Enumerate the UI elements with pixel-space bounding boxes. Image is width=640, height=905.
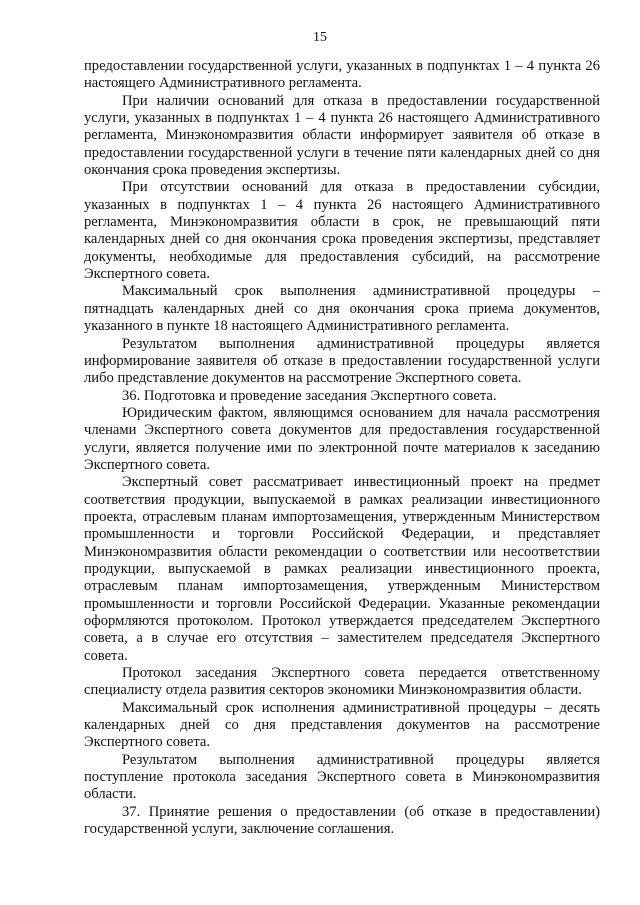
section-heading-36: 36. Подготовка и проведение заседания Экспертного совета.	[122, 387, 497, 404]
paragraph-max-term-2: Максимальный срок исполнения административной процедуры – десять календарных дней со дня представления документов на рассмотрение Экспертного совета.	[84, 699, 600, 751]
document-body	[84, 58, 600, 838]
paragraph-refusal-grounds: При наличии оснований для отказа в предоставлении государственной услуги, указанных в подпунктах 1 – 4 пункта 26 настоящего Административного регламента, Минэкономразвития области информирует заявителя об отказе в предоставлении государственной услуги в течение пяти календарных дней со дня окончания срока проведения экспертизы.	[84, 92, 600, 179]
paragraph-no-refusal-grounds: При отсутствии оснований для отказа в предоставлении субсидии, указанных в подпунктах 1 – 4 пункта 26 настоящего Административного регламента, Минэкономразвития области в срок, не превышающий пяти календарных дней со дня окончания срока проведения экспертизы, представляет документы, необходимые для предоставления субсидий, на рассмотрение Экспертного совета.	[84, 179, 600, 283]
paragraph-result-2: Результатом выполнения административной процедуры является поступление протокола заседания Экспертного совета в Минэкономразвития области.	[84, 751, 600, 803]
paragraph-expert-council: Экспертный совет рассматривает инвестиционный проект на предмет соответствия продукции, выпускаемой в рамках реализации инвестиционного проекта, отраслевым планам импортозамещения, утвержденным Министерством промышленности и торговли Российской Федерации, и представляет Минэкономразвития области рекомендации о соответствии или несоответствии продукции, выпускаемой в рамках реализации инвестиционного проекта, отраслевым планам импортозамещения, утвержденным Министерством промышленности и торговли Российской Федерации. Указанные рекомендации оформляются протоколом. Протокол утверждается председателем Экспертного совета, а в случае его отсутствия – заместителем председателя Экспертного совета.	[84, 474, 600, 664]
paragraph-legal-fact: Юридическим фактом, являющимся основанием для начала рассмотрения членами Экспертного совета документов для предоставления государственной услуги, является получение ими по электронной почте материалов к заседанию Экспертного совета.	[84, 404, 600, 473]
section-heading-37: 37. Принятие решения о предоставлении (об отказе в предоставлении) государственной услуги, заключение соглашения.	[84, 803, 600, 838]
paragraph-result-1: Результатом выполнения административной процедуры является информирование заявителя об отказе в предоставлении государственной услуги либо представление документов на рассмотрение Экспертного совета.	[84, 335, 600, 387]
paragraph-protocol-transfer: Протокол заседания Экспертного совета передается ответственному специалисту отдела развития секторов экономики Минэкономразвития области.	[84, 665, 600, 699]
paragraph-continuation: предоставлении государственной услуги, указанных в подпунктах 1 – 4 пункта 26 настоящего Административного регламента.	[84, 58, 600, 92]
paragraph-max-term-1: Максимальный срок выполнения административной процедуры – пятнадцать календарных дней со дня окончания срока приема документов, указанного в пункте 18 настоящего Административного регламента.	[84, 283, 600, 335]
page-number: 15	[313, 30, 327, 45]
